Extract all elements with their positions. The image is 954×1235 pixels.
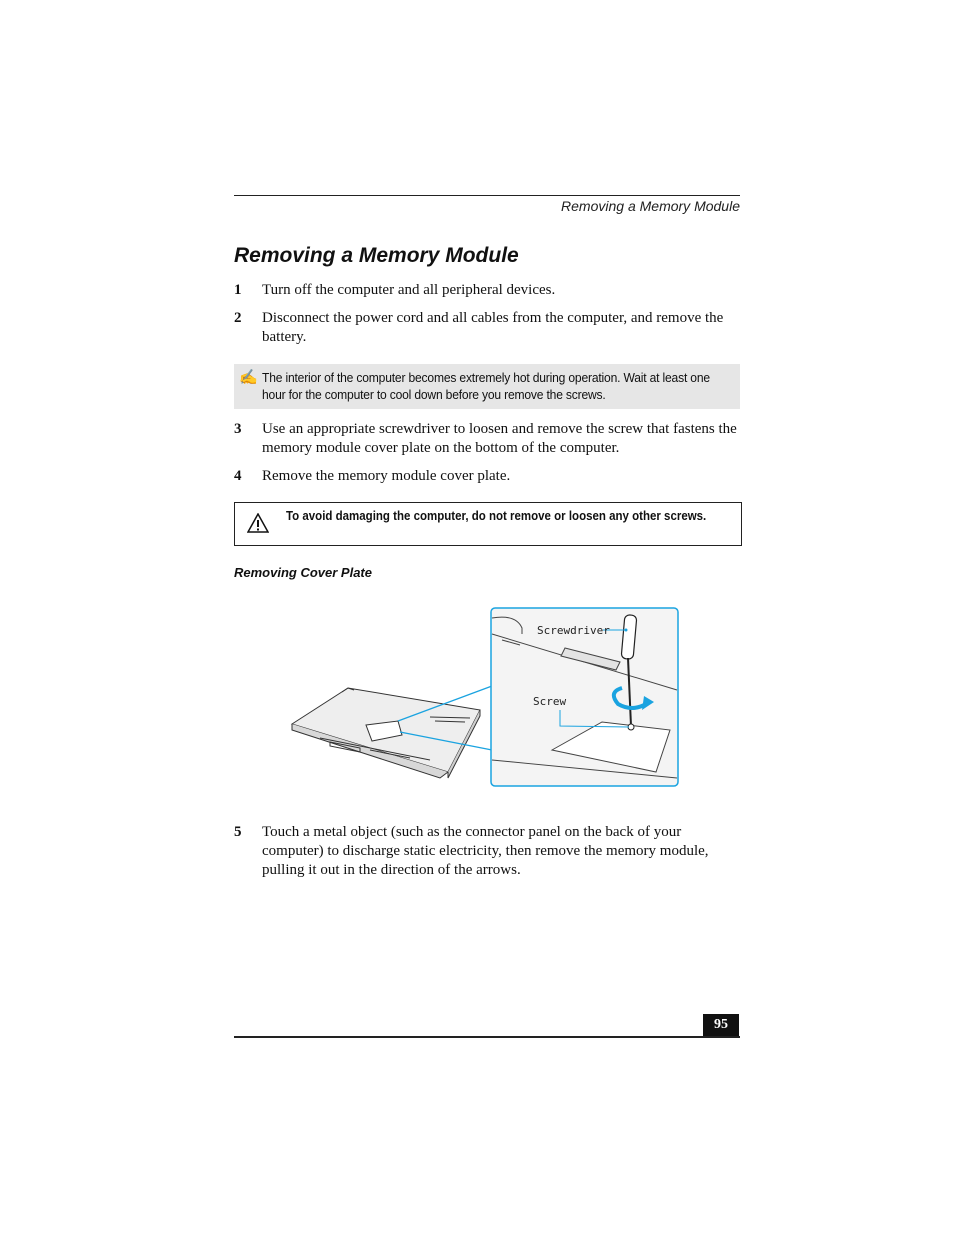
running-head: Removing a Memory Module xyxy=(561,198,740,214)
step-4 xyxy=(234,467,740,486)
step-text: Turn off the computer and all peripheral devices. xyxy=(262,282,556,298)
pencil-icon: ✍ xyxy=(239,370,258,386)
step-3 xyxy=(234,420,740,458)
step-number: 2 xyxy=(234,310,242,326)
section-title: Removing a Memory Module xyxy=(234,244,519,267)
step-1 xyxy=(234,281,740,300)
step-text: Disconnect the power cord and all cables from the computer, and remove the battery. xyxy=(262,310,724,345)
step-number: 3 xyxy=(234,421,242,437)
warning-triangle-icon xyxy=(247,513,269,533)
step-text: Remove the memory module cover plate. xyxy=(262,468,511,484)
cover-plate-illustration xyxy=(280,600,680,790)
note-text: The interior of the computer becomes extremely hot during operation. Wait at least one hour for the computer to cool down before you remove the screws. xyxy=(262,370,710,402)
header-rule xyxy=(234,195,740,196)
screw-label: Screw xyxy=(533,695,567,708)
warning-box xyxy=(234,502,742,546)
step-number: 5 xyxy=(234,824,242,840)
warning-text: To avoid damaging the computer, do not remove or loosen any other screws. xyxy=(286,509,707,523)
note-box xyxy=(234,364,740,409)
step-text: Use an appropriate screwdriver to loosen and remove the screw that fastens the memory module cover plate on the bottom of the computer. xyxy=(262,421,737,456)
screwdriver-label: Screwdriver xyxy=(537,624,610,637)
step-number: 1 xyxy=(234,282,242,298)
figure-caption: Removing Cover Plate xyxy=(234,565,372,580)
footer-rule xyxy=(234,1036,740,1038)
page-number: 95 xyxy=(703,1014,739,1036)
step-number: 4 xyxy=(234,468,242,484)
step-2 xyxy=(234,309,740,347)
step-text: Touch a metal object (such as the connector panel on the back of your computer) to discharge static electricity, then remove the memory module, pulling it out in the direction of the arrows. xyxy=(262,824,709,878)
step-5 xyxy=(234,823,740,880)
